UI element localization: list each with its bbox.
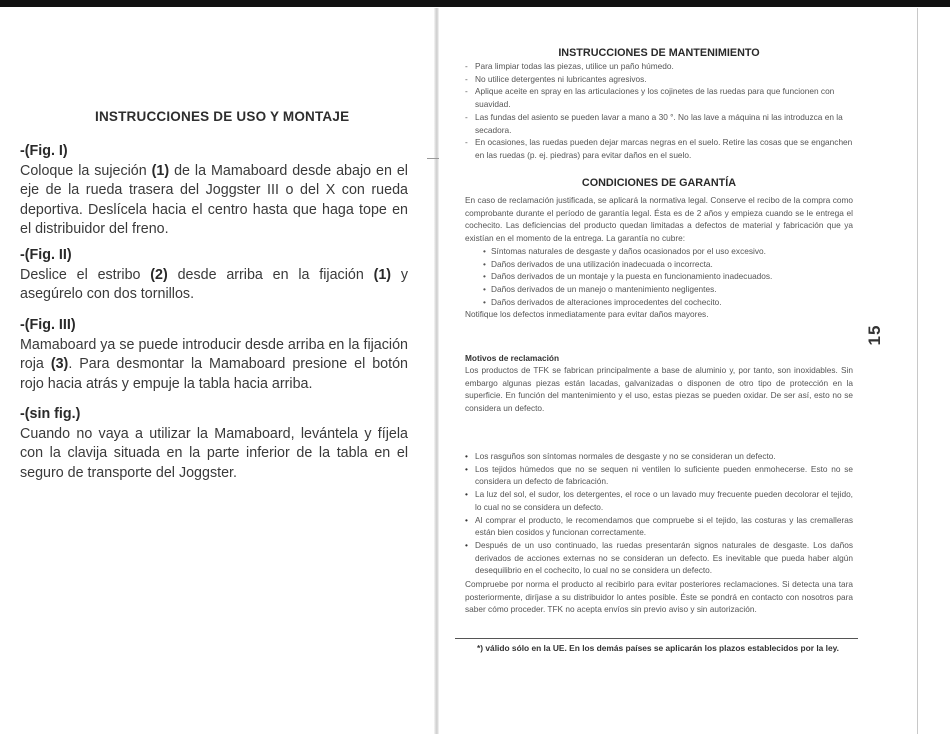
text-run: Coloque la sujeción xyxy=(20,162,152,179)
maintenance-title: INSTRUCCIONES DE MANTENIMIENTO xyxy=(558,47,760,59)
warranty-intro: En caso de reclamación justificada, se aplicará la normativa legal. Conserve el recibo de la compra como comprobante durante el período de garantía legal. Ésta es de 2 años y empieza cuando se le entrega el cochecito. Las deficiencias del producto quedan limitadas a defectos de material y fabricación que ya existían en el momento de la entrega. La garantía no cubre: xyxy=(465,195,853,244)
list-item: • Síntomas naturales de desgaste y daños ocasionados por el uso excesivo. xyxy=(483,245,853,258)
motivos-title: Motivos de reclamación xyxy=(465,353,560,363)
list-item: • Al comprar el producto, le recomendamos que compruebe si el tejido, las costuras y las cremalleras están bien cosidos y funcionan correctamente. xyxy=(465,514,853,539)
exclusion-list xyxy=(465,245,853,309)
part-ref: (2) xyxy=(150,266,168,283)
list-item: • Daños derivados de una utilización inadecuada o incorrecta. xyxy=(483,258,853,271)
warranty-title: CONDICIONES DE GARANTÍA xyxy=(581,177,737,189)
text-run: Deslice el estribo xyxy=(20,266,151,283)
fold-mark xyxy=(427,158,439,159)
page-edge xyxy=(917,8,918,734)
notify-text: Notifique los defectos inmediatamente para evitar daños mayores. xyxy=(465,309,709,320)
step-fig-2 xyxy=(20,246,408,305)
page-title: INSTRUCCIONES DE USO Y MONTAJE xyxy=(95,109,350,124)
warranty-section xyxy=(465,194,853,321)
text-run: de la Mamaboard desde abajo en el eje de la rueda trasera del Joggster III o del X con rueda deportiva. Deslícela hacia el centro hasta que haga tope en el distribuidor del freno. xyxy=(20,162,408,237)
step-fig-3 xyxy=(20,316,408,394)
list-item: - Las fundas del asiento se pueden lavar a mano a 30 °. No las lave a máquina ni las introduzca en la secadora. xyxy=(465,111,853,136)
text-run: . Para desmontar la Mamaboard presione el botón rojo hacia atrás y empuje la tabla hacia arriba. xyxy=(20,356,409,392)
closing-text: Compruebe por norma el producto al recibirlo para evitar posteriores reclamaciones. Si detecta una tara posteriormente, diríjase a su distribuidor lo antes posible. Éste se pondrá en contacto con nosotros para saber cómo proceder. TFK no acepta envíos sin previo aviso y sin autorización. xyxy=(465,579,853,615)
list-item: • Los tejidos húmedos que no se sequen ni ventilen lo suficiente pueden enmohecerse. Esto no se considera un defecto de fabricación. xyxy=(465,463,853,488)
step-text: Cuando no vaya a utilizar la Mamaboard, levántela y fíjela con la clavija situada en la parte inferior de la tabla en el seguro de transporte del Joggster. xyxy=(20,425,408,481)
list-item: • La luz del sol, el sudor, los detergentes, el roce o un lavado muy frecuente pueden decolorar el tejido, lo cual no se considera un defecto. xyxy=(465,488,853,513)
top-border xyxy=(0,0,950,7)
maintenance-list xyxy=(465,60,853,162)
list-item: - Aplique aceite en spray en las articulaciones y los cojinetes de las ruedas para que funcionen con suavidad. xyxy=(465,85,853,110)
list-item: - En ocasiones, las ruedas pueden dejar marcas negras en el suelo. Retire las cosas que se enganchen en las ruedas (p. ej. piedras) para evitar daños en el suelo. xyxy=(465,136,853,161)
list-item: • Los rasguños son síntomas normales de desgaste y no se consideran un defecto. xyxy=(465,450,853,463)
step-heading: -(Fig. III) xyxy=(20,317,76,333)
motivos-intro: Los productos de TFK se fabrican principalmente a base de aluminio y, por tanto, son inoxidables. Sin embargo algunas piezas están lacadas, galvanizadas o disponen de otro tipo de protección en la superficie. En función del mantenimiento y el uso, estas piezas se pueden oxidar. De ser así, esto no se considera un defecto. xyxy=(465,365,853,414)
footnote-divider xyxy=(455,638,858,639)
text-run: y asegúrelo con dos tornillos. xyxy=(20,266,409,302)
list-item: • Daños derivados de un montaje y la puesta en funcionamiento inadecuados. xyxy=(483,270,853,283)
part-ref: (1) xyxy=(151,162,170,179)
step-heading: -(sin fig.) xyxy=(20,406,81,422)
motivos-list xyxy=(465,450,853,577)
list-item: - Para limpiar todas las piezas, utilice un paño húmedo. xyxy=(465,60,853,73)
step-heading: -(Fig. I) xyxy=(20,143,68,159)
step-fig-1 xyxy=(20,142,408,240)
list-item: - No utilice detergentes ni lubricantes agresivos. xyxy=(465,73,853,86)
step-heading: -(Fig. II) xyxy=(20,247,72,263)
list-item: • Daños derivados de un manejo o mantenimiento negligentes. xyxy=(483,283,853,296)
step-text xyxy=(20,162,408,240)
text-run: desde arriba en la fijación xyxy=(167,266,374,283)
part-ref: (3) xyxy=(50,356,69,372)
list-item: • Daños derivados de alteraciones improcedentes del cochecito. xyxy=(483,296,853,309)
text-run: Mamaboard ya se puede introducir desde arriba en la fijación roja xyxy=(20,336,408,372)
step-text xyxy=(20,266,408,305)
list-item: • Después de un uso continuado, las ruedas presentarán signos naturales de desgaste. Los daños derivados de acciones externas no se consideran un defecto. Es inevitable que pueda haber algún desequilibrio en el cochecito, lo cual no se considera un defecto. xyxy=(465,539,853,577)
page-fold xyxy=(434,8,439,734)
part-ref: (1) xyxy=(373,266,392,283)
footnote: *) válido sólo en la UE. En los demás países se aplicarán los plazos establecidos por la ley. xyxy=(477,643,839,653)
page-number: 15 xyxy=(865,324,884,346)
step-text xyxy=(20,336,408,395)
step-no-fig xyxy=(20,405,408,483)
